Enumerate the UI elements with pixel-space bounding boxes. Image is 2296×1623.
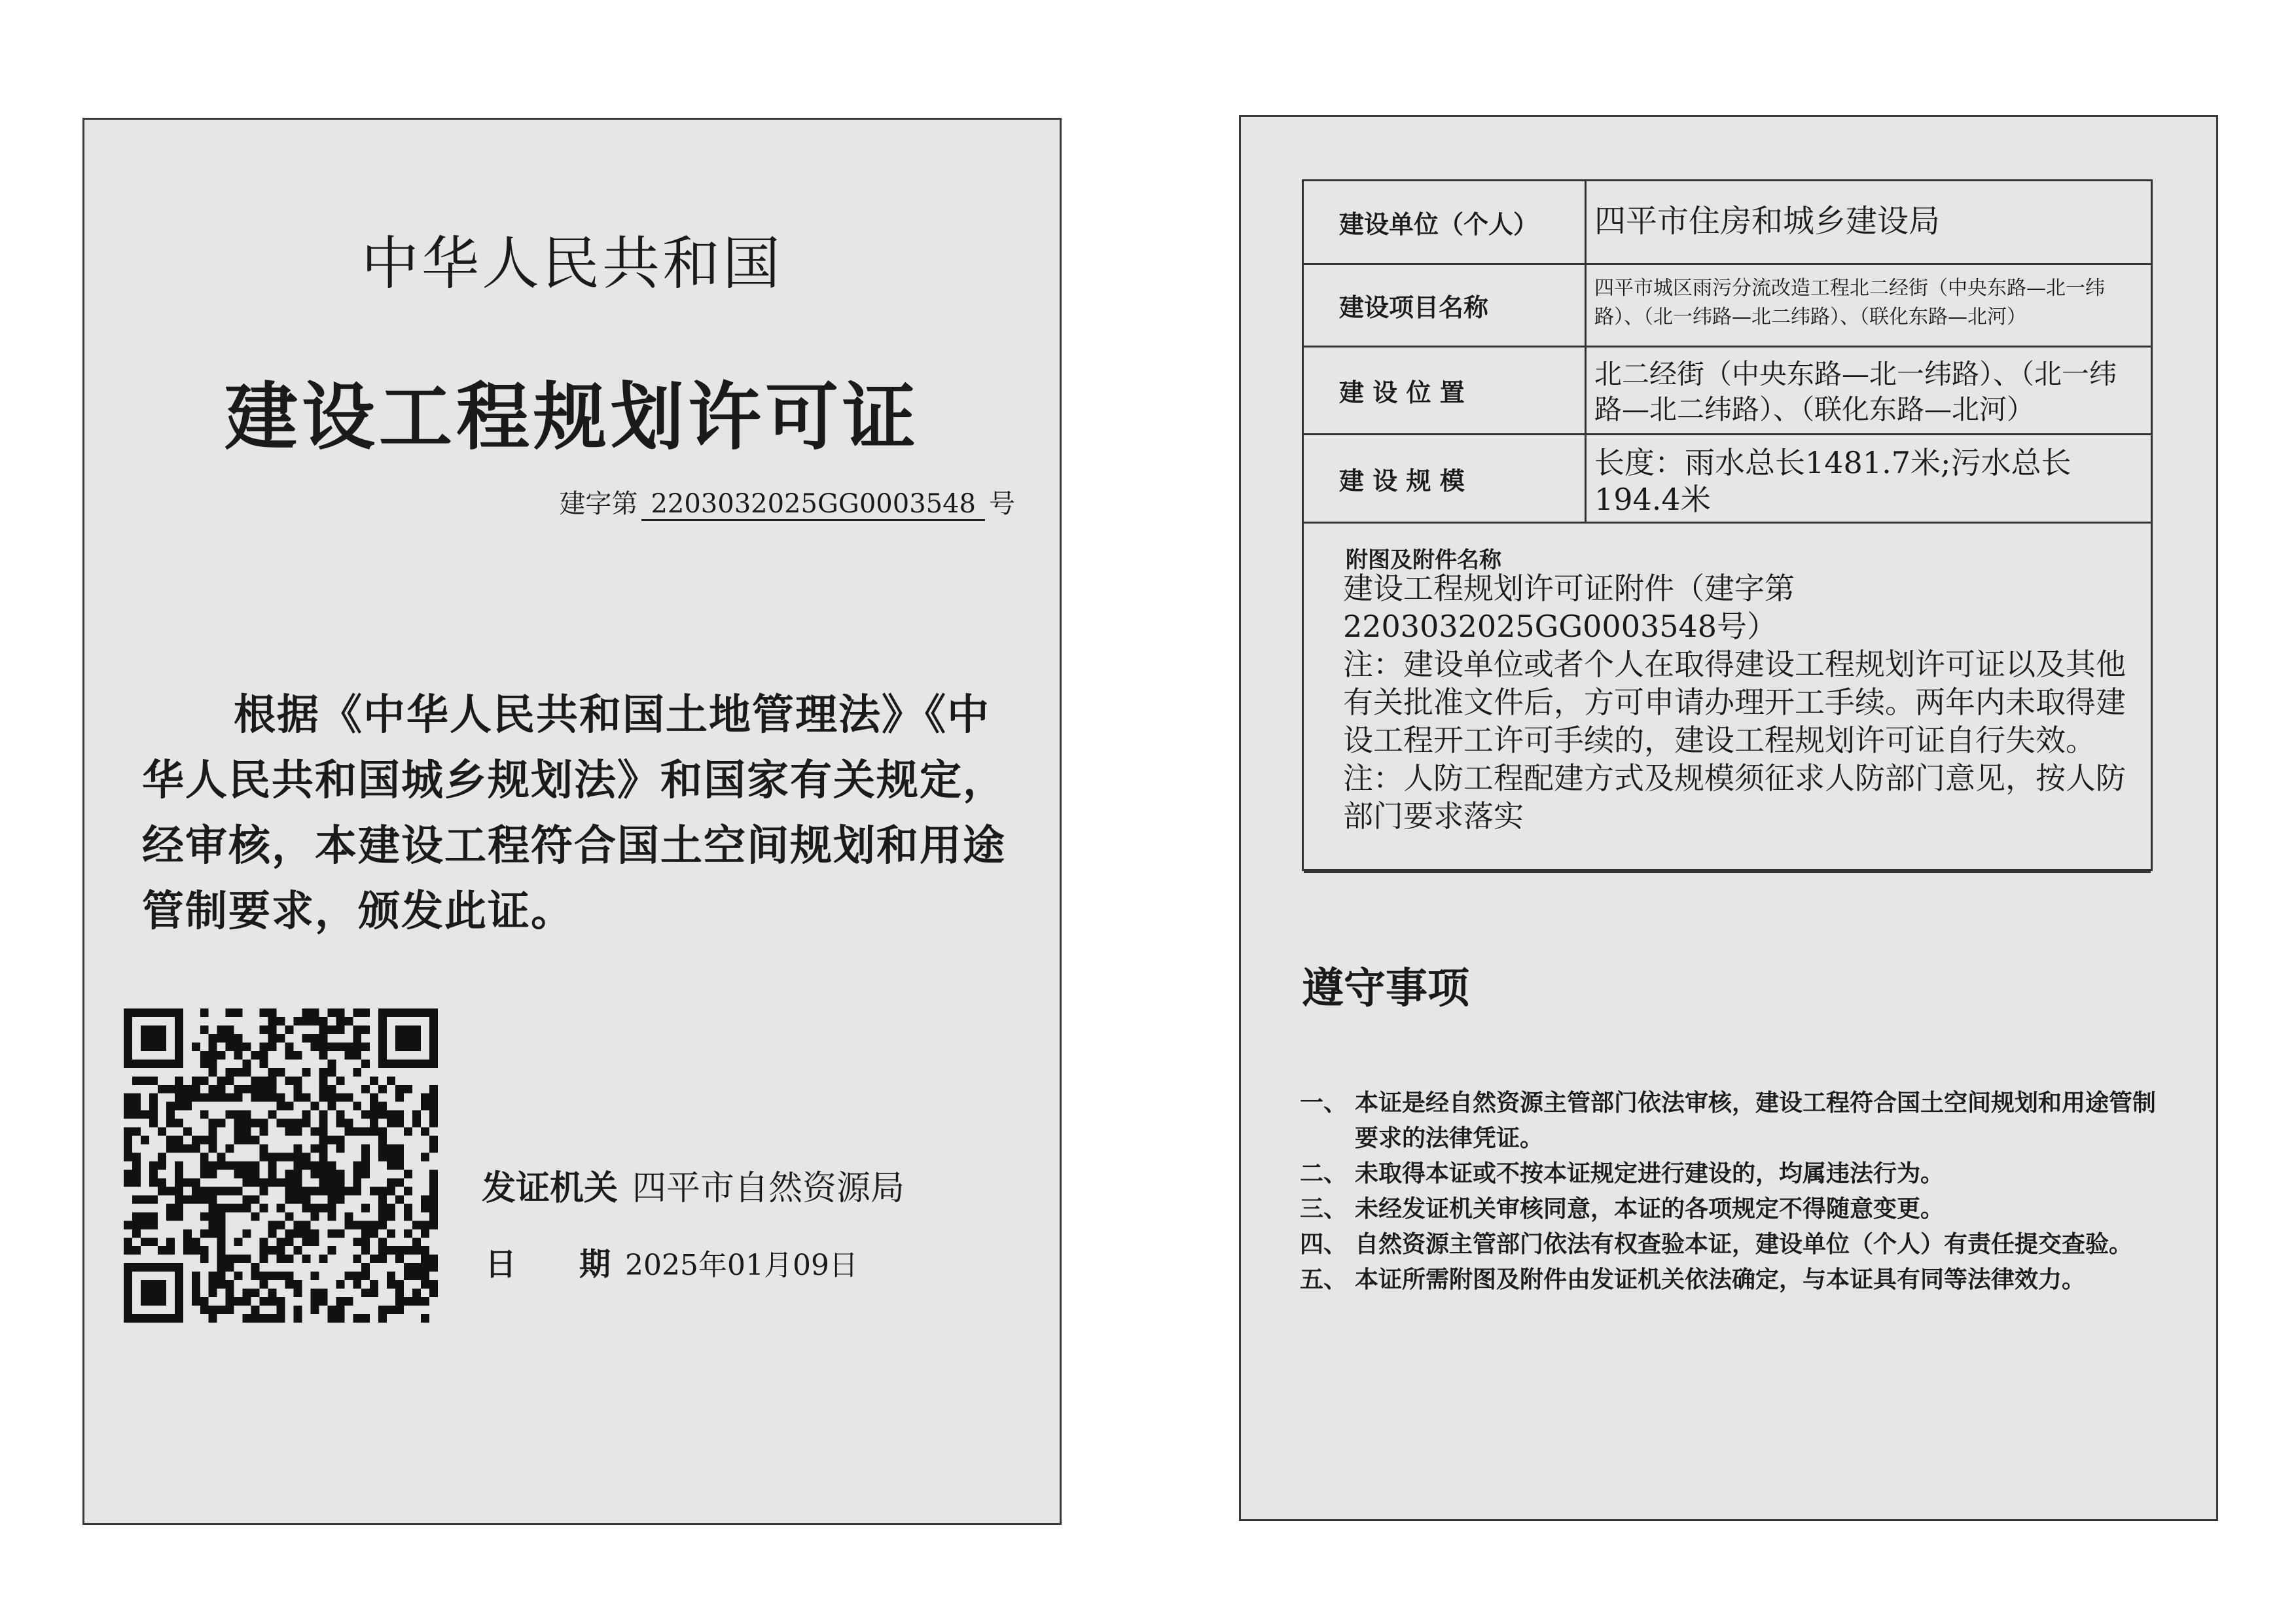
country-title: 中华人民共和国 bbox=[361, 230, 783, 297]
compliance-item-text: 本证所需附图及附件由发证机关依法确定，与本证具有同等法律效力。 bbox=[1355, 1266, 2086, 1293]
unit-label: 建设单位（个人） bbox=[1304, 181, 1587, 263]
table-row-attachments bbox=[1304, 522, 2151, 873]
permit-title: 建设工程规划许可证 bbox=[224, 375, 920, 460]
legal-basis-content: 根据《中华人民共和国土地管理法》《中华人民共和国城乡规划法》和国家有关规定，经审核，本建设工程符合国土空间规划和用途管制要求，颁发此证。 bbox=[142, 691, 1006, 936]
attachments-content bbox=[1343, 569, 2128, 835]
issue-date bbox=[485, 1239, 858, 1284]
attachments-label: 附图及附件名称 bbox=[1346, 547, 1501, 573]
compliance-item-text: 本证是经自然资源主管部门依法审核，建设工程符合国土空间规划和用途管制要求的法律凭证。 bbox=[1355, 1090, 2157, 1152]
location-value: 北二经街（中央东路—北一纬路）、（北一纬路—北二纬路）、（联化东路—北河） bbox=[1594, 358, 2117, 425]
issuer-value: 四平市自然资源局 bbox=[632, 1169, 905, 1208]
permit-number-prefix: 建字第 bbox=[559, 489, 638, 519]
compliance-item-text: 未经发证机关审核同意，本证的各项规定不得随意变更。 bbox=[1355, 1196, 1945, 1222]
compliance-item-number: 一、 bbox=[1300, 1090, 1348, 1116]
compliance-item bbox=[1300, 1192, 2170, 1227]
project-name-label: 建设项目名称 bbox=[1304, 265, 1587, 346]
table-row-unit bbox=[1304, 181, 2151, 265]
legal-basis-text bbox=[142, 683, 1013, 944]
location-label: 建 设 位 置 bbox=[1304, 348, 1587, 433]
compliance-item bbox=[1300, 1156, 2170, 1192]
compliance-item-number: 二、 bbox=[1300, 1160, 1348, 1187]
compliance-item-number: 四、 bbox=[1300, 1231, 1348, 1258]
compliance-item bbox=[1300, 1262, 2170, 1298]
certificate-back bbox=[1239, 115, 2218, 1521]
issuer-label: 发证机关 bbox=[482, 1169, 619, 1208]
permit-number-suffix: 号 bbox=[989, 489, 1015, 519]
attachments-note-1: 注：建设单位或者个人在取得建设工程规划许可证以及其他有关批准文件后，方可申请办理开工手续。两年内未取得建设工程开工许可手续的，建设工程规划许可证自行失效。 bbox=[1343, 647, 2126, 758]
project-name-value: 四平市城区雨污分流改造工程北二经街（中央东路—北一纬路）、（北一纬路—北二纬路）、（联化东路—北河） bbox=[1594, 277, 2105, 329]
compliance-item bbox=[1300, 1227, 2170, 1262]
permit-number bbox=[559, 483, 1015, 521]
project-info-table bbox=[1302, 179, 2153, 871]
scale-value: 长度：雨水总长1481.7米;污水总长194.4米 bbox=[1594, 445, 2072, 517]
permit-number-value: 2203032025GG0003548 bbox=[641, 489, 985, 521]
compliance-title: 遵守事项 bbox=[1302, 965, 1469, 1013]
compliance-item-number: 三、 bbox=[1300, 1196, 1348, 1222]
date-label: 日 期 bbox=[485, 1246, 611, 1283]
issuing-authority bbox=[482, 1160, 905, 1209]
compliance-item-number: 五、 bbox=[1300, 1266, 1348, 1293]
table-row-project-name bbox=[1304, 265, 2151, 348]
table-row-location bbox=[1304, 348, 2151, 435]
qr-code bbox=[124, 1008, 438, 1323]
table-row-scale bbox=[1304, 435, 2151, 522]
date-value: 2025年01月09日 bbox=[625, 1249, 858, 1282]
compliance-item bbox=[1300, 1086, 2170, 1156]
scale-label: 建 设 规 模 bbox=[1304, 435, 1587, 522]
compliance-list bbox=[1300, 1086, 2170, 1298]
unit-value: 四平市住房和城乡建设局 bbox=[1594, 203, 1941, 240]
compliance-item-text: 自然资源主管部门依法有权查验本证，建设单位（个人）有责任提交查验。 bbox=[1355, 1231, 2133, 1258]
compliance-item-text: 未取得本证或不按本证规定进行建设的，均属违法行为。 bbox=[1355, 1160, 1945, 1187]
attachments-value: 建设工程规划许可证附件（建字第2203032025GG0003548号） bbox=[1343, 571, 1795, 644]
attachments-note-2: 注：人防工程配建方式及规模须征求人防部门意见，按人防部门要求落实 bbox=[1343, 760, 2126, 834]
certificate-front bbox=[82, 118, 1062, 1525]
